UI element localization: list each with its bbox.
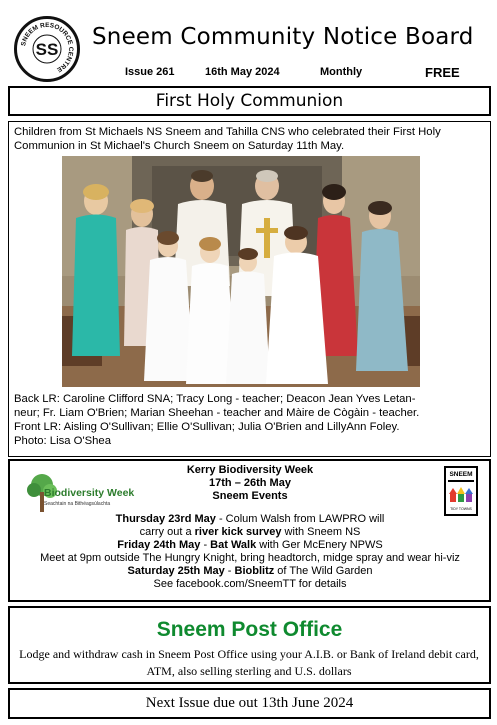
photo-credit: Photo: Lisa O'Shea <box>14 435 111 447</box>
caption-line: neur; Fr. Liam O'Brien; Marian Sheehan - teacher and Màire de Cògàin - teacher. <box>14 407 420 419</box>
badge-sublabel: TIDY TOWNS <box>450 507 472 511</box>
event-text: with Ger McEnery NPWS <box>256 539 383 551</box>
event-text: - <box>224 565 235 577</box>
biodiversity-title: Kerry Biodiversity Week <box>186 464 314 476</box>
event-text: of The Wild Garden <box>274 565 373 577</box>
event-line: See facebook.com/SneemTT for details <box>153 578 347 590</box>
event-line: Meet at 9pm outside The Hungry Knight, bring headtorch, midge spray and wear hi-viz <box>40 552 460 564</box>
communion-heading: First Holy Communion <box>8 86 491 116</box>
event-line <box>20 565 480 578</box>
logo-ring-text: SNEEM RESOURCE CENTRE <box>20 21 75 74</box>
biodiversity-week-sublabel: Seachtain na Bithéagsúlachta <box>44 501 111 507</box>
logo-monogram: SS <box>35 40 59 59</box>
post-office-text: Lodge and withdraw cash in Sneem Post Office using your A.I.B. or Bank of Ireland debit card, ATM, also selling sterling and U.S. dollars <box>19 647 479 678</box>
caption-line: Front LR: Aisling O'Sullivan; Ellie O'Sullivan; Julia O'Brien and LillyAnn Foley. <box>14 421 400 433</box>
event-highlight: Bat Walk <box>210 539 257 551</box>
biodiversity-week-label: Biodiversity Week <box>44 487 135 499</box>
communion-caption <box>14 392 490 448</box>
badge-label: SNEEM <box>449 471 473 478</box>
masthead-title: Sneem Community Notice Board <box>92 24 474 50</box>
communion-intro: Children from St Michaels NS Sneem and Tahilla CNS who celebrated their First Holy Communion in St Michael's Church Sneem on Saturday 11th May. <box>14 126 441 152</box>
event-day: Thursday 23rd May <box>115 513 216 525</box>
event-text: carry out a <box>139 526 195 538</box>
event-line <box>20 539 480 552</box>
sneem-resource-centre-logo <box>14 16 80 82</box>
biodiversity-subtitle: Sneem Events <box>212 490 288 502</box>
communion-photo-image <box>62 156 420 387</box>
event-day: Friday 24th May <box>117 539 201 551</box>
event-line <box>20 526 480 539</box>
sneem-tidy-towns-badge <box>444 466 478 516</box>
event-text: - Colum Walsh from LAWPRO will <box>215 513 385 525</box>
communion-photo <box>62 156 420 387</box>
biodiversity-dates: 17th – 26th May <box>209 477 291 489</box>
biodiversity-events <box>20 513 480 591</box>
issue-number: Issue 261 <box>125 66 175 78</box>
event-highlight: river kick survey <box>194 526 282 538</box>
next-issue-notice: Next Issue due out 13th June 2024 <box>8 688 491 719</box>
post-office-title: Sneem Post Office <box>156 618 343 641</box>
event-line <box>20 513 480 526</box>
issue-price: FREE <box>425 65 460 80</box>
logo-emblem-icon <box>17 19 77 79</box>
event-day: Saturday 25th May <box>127 565 225 577</box>
event-text: with Sneem NS <box>281 526 361 538</box>
caption-line: Back LR: Caroline Clifford SNA; Tracy Long - teacher; Deacon Jean Yves Letan- <box>14 393 416 405</box>
tidy-towns-houses-icon <box>446 468 476 514</box>
event-text: - <box>200 539 211 551</box>
issue-frequency: Monthly <box>320 66 363 78</box>
issue-date: 16th May 2024 <box>205 66 280 78</box>
event-highlight: Bioblitz <box>234 565 275 577</box>
biodiversity-heading-block <box>110 464 390 503</box>
